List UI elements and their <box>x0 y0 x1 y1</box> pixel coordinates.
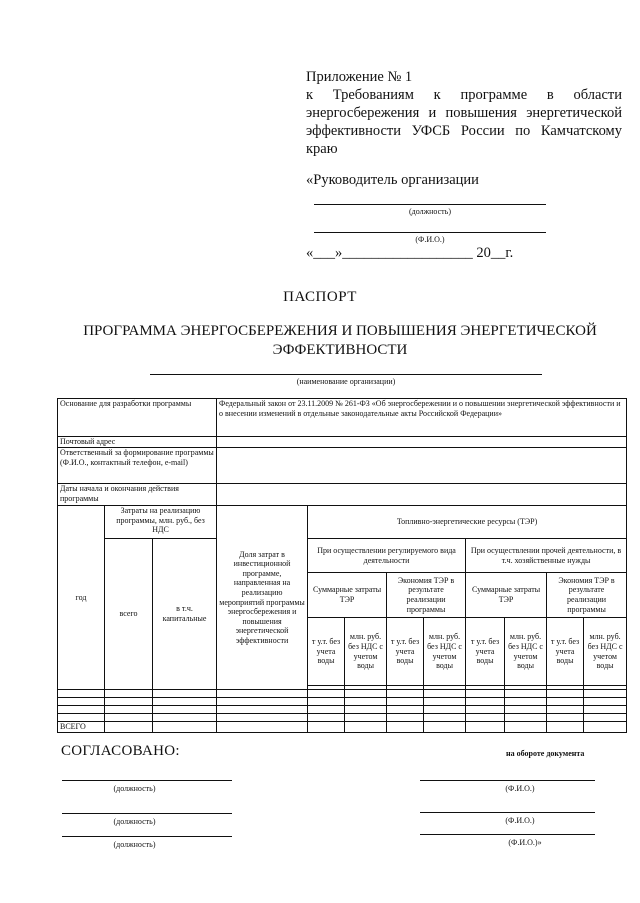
table-row <box>58 690 627 698</box>
unit-rub: млн. руб. без НДС с учетом воды <box>584 618 627 686</box>
appendix-line: краю <box>306 141 338 157</box>
unit-rub: млн. руб. без НДС с учетом воды <box>345 618 387 686</box>
appendix-line: эффективности УФСБ России по Камчатскому <box>306 123 622 139</box>
total-row <box>58 722 627 733</box>
position-caption: (должность) <box>409 207 451 216</box>
appendix-title: Приложение № 1 <box>306 69 413 85</box>
other-activity-header: При осуществлении прочей деятельности, в т.ч. хозяйственные нужды <box>466 539 627 573</box>
costs-header: Затраты на реализацию программы, млн. руб., без НДС <box>105 506 217 539</box>
agreement-name-caption: (Ф.И.О.)» <box>508 838 542 847</box>
position-line <box>314 204 546 205</box>
basis-label: Основание для разработки программы <box>58 399 217 437</box>
agreement-name-caption: (Ф.И.О.) <box>505 816 535 825</box>
agreement-position-line <box>62 813 232 814</box>
total-costs-header: всего <box>105 539 153 690</box>
fer-header: Топливно-энергетические ресурсы (ТЭР) <box>308 506 627 539</box>
program-title-line: ПРОГРАММА ЭНЕРГОСБЕРЕЖЕНИЯ И ПОВЫШЕНИЯ ЭНЕРГЕТИЧЕСКОЙ <box>83 323 597 339</box>
agreement-name-line <box>420 812 595 813</box>
unit-rub: млн. руб. без НДС с учетом воды <box>505 618 547 686</box>
name-caption: (Ф.И.О.) <box>415 235 445 244</box>
unit-rub: млн. руб. без НДС с учетом воды <box>424 618 466 686</box>
agreement-position-line <box>62 780 232 781</box>
passport-title: ПАСПОРТ <box>283 289 357 305</box>
approval-head: «Руководитель организации <box>306 172 479 188</box>
year-header: год <box>58 506 105 690</box>
org-caption: (наименование организации) <box>296 377 396 386</box>
postal-label: Почтовый адрес <box>58 437 217 448</box>
agreement-name-caption: (Ф.И.О.) <box>505 784 535 793</box>
basis-value: Федеральный закон от 23.11.2009 № 261-ФЗ «Об энергосбережении и о повышении энергетической эффективности и о внесении изменений в отдельные законодательные акты Российской Федерации» <box>217 399 627 437</box>
savings-header: Экономия ТЭР в результате реализации программы <box>387 573 466 618</box>
appendix-line: к Требованиям к программе в области <box>306 87 622 103</box>
total-fer-header: Суммарные затраты ТЭР <box>308 573 387 618</box>
program-title-line: ЭФФЕКТИВНОСТИ <box>272 342 408 358</box>
savings-header: Экономия ТЭР в результате реализации программы <box>547 573 627 618</box>
unit-tut: т у.т. без учета воды <box>387 618 424 686</box>
capital-costs-header: в т.ч. капитальные <box>153 539 217 690</box>
total-row-label: ВСЕГО <box>58 722 105 733</box>
agreed-title: СОГЛАСОВАНО: <box>61 743 180 759</box>
appendix-line: энергосбережения и повышения энергетической <box>306 105 622 121</box>
approval-block <box>306 172 622 261</box>
appendix-block <box>306 68 622 158</box>
unit-tut: т у.т. без учета воды <box>547 618 584 686</box>
table-row <box>58 698 627 706</box>
regulated-header: При осуществлении регулируемого вида деятельности <box>308 539 466 573</box>
agreement-position-caption: (должность) <box>113 817 156 826</box>
unit-tut: т у.т. без учета воды <box>466 618 505 686</box>
responsible-value[interactable] <box>217 448 627 484</box>
agreement-position-caption: (должность) <box>113 784 156 793</box>
unit-tut: т у.т. без учета воды <box>308 618 345 686</box>
share-header: Доля затрат в инвестиционной программе, направленная на реализацию мероприятий программы энергосбережения и повышения энергетической эффективности <box>217 506 308 690</box>
org-name-line <box>150 374 542 375</box>
agreement-position-caption: (должность) <box>113 840 156 849</box>
dates-value[interactable] <box>217 484 627 506</box>
dates-label: Даты начала и окончания действия программы <box>58 484 217 506</box>
postal-value[interactable] <box>217 437 627 448</box>
table-row <box>58 714 627 722</box>
total-fer-header: Суммарные затраты ТЭР <box>466 573 547 618</box>
agreement-name-line <box>420 834 595 835</box>
name-line <box>314 232 546 233</box>
program-table <box>57 398 627 733</box>
date-line: «___»__________________ 20__г. <box>306 245 514 261</box>
reverse-note: на обороте документа <box>506 749 585 758</box>
agreement-position-line <box>62 836 232 837</box>
table-row <box>58 706 627 714</box>
responsible-label: Ответственный за формирование программы (Ф.И.О., контактный телефон, e-mail) <box>58 448 217 484</box>
program-title <box>60 322 620 360</box>
agreement-name-line <box>420 780 595 781</box>
